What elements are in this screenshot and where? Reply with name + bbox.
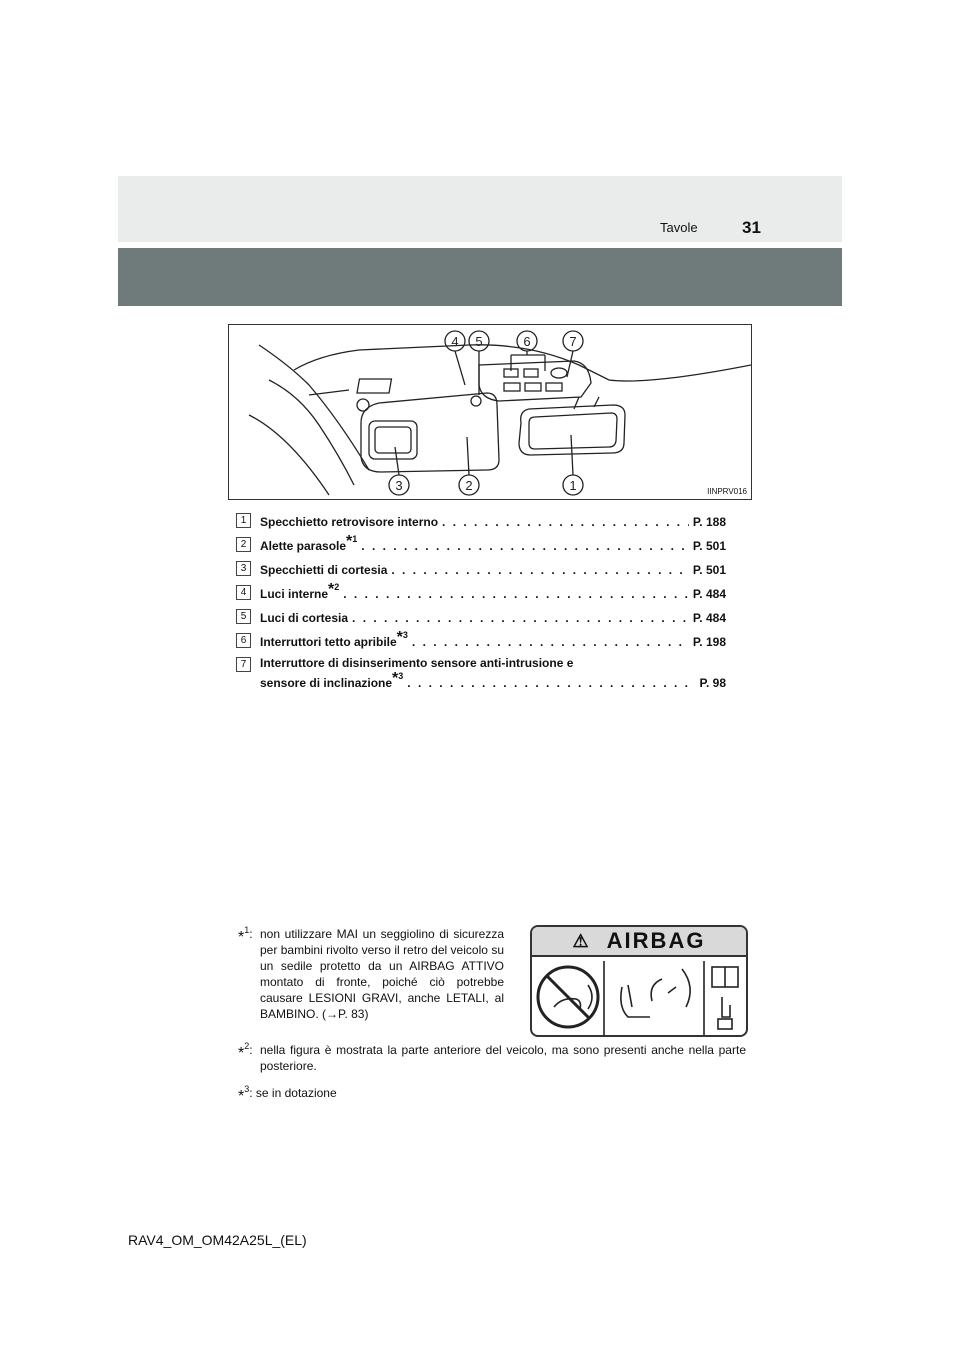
footnote-text: nella figura è mostrata la parte anteriore del veicolo, ma sono presenti anche nella parte posteriore. [260,1043,746,1073]
page-number: 31 [742,218,761,237]
callout-5: 5 [475,334,483,349]
item-label: Interruttori tetto apribile [260,635,397,649]
page-ref: P. 501 [692,563,726,577]
item-label: Luci interne [260,587,329,601]
callout-6: 6 [523,334,531,349]
callout-4: 4 [451,334,459,349]
list-item: 2 Alette parasole *1 . . . P. 501 [236,534,726,558]
page-ref: P. 98 [699,676,726,690]
header-bar [118,176,842,242]
callout-1: 1 [569,478,577,493]
footnote-ref: 1 [352,534,358,544]
figure-code: IINPRV016 [707,487,747,496]
section-title: Tavole [660,220,698,235]
header-band [118,248,842,306]
item-number: 3 [236,561,251,576]
list-item: 7 Interruttore di disinserimento sensore anti-intrusione e sensore di inclinazione *3 . . . P. 98 [236,654,726,702]
list-item: 4 Luci interne *2 . . . P. 484 [236,582,726,606]
footnote-3: *$^3$: se in dotazione [238,1084,337,1105]
item-number: 2 [236,537,251,552]
footnote-mark: 3 [244,1084,250,1094]
item-label: Specchietto retrovisore interno [260,515,439,529]
item-number: 4 [236,585,251,600]
airbag-pictograms [532,957,746,1037]
item-number: 5 [236,609,251,624]
item-label: Interruttore di disinserimento sensore anti-intrusione e [260,656,574,670]
list-item [236,510,726,534]
footnote-text: non utilizzare MAI un seggiolino di sicurezza per bambini rivolto verso il retro del veicolo su un sedile protetto da un AIRBAG ATTIVO montato di fronte, poiché ciò potrebbe causare LESIONI GRAVI, anche LETALI, al BAMBINO. (→P. 83) [260,927,504,1021]
item-label: Alette parasole [260,539,347,553]
footnote-1: *$^1$: non utilizzare MAI un seggiolino di sicurezza per bambini rivolto verso il retro del veicolo su un sedile protetto da un AIRBAG ATTIVO montato di fronte, poiché ciò potrebbe causare LESIONI GRAVI, anche LETALI, al BAMBINO. (→P. 83) [238,925,504,1021]
list-item [236,606,726,630]
airbag-warning-label [530,925,748,1037]
footnote-ref: 2 [334,582,340,592]
footnote-ref: 3 [402,630,408,640]
page-ref: P. 484 [692,587,726,601]
page-ref: P. 501 [692,539,726,553]
item-label: Luci di cortesia [260,611,349,625]
interior-overhead-figure [228,324,752,500]
footnote-mark: 2 [244,1041,250,1051]
page-ref: P. 188 [692,515,726,529]
footnote-2: *$^2$: nella figura è mostrata la parte anteriore del veicolo, ma sono presenti anche nella parte posteriore. [238,1041,746,1073]
page-ref: P. 198 [692,635,726,649]
list-item [236,558,726,582]
item-number: 7 [236,657,251,672]
overhead-illustration [229,325,751,499]
item-number: 1 [236,513,251,528]
footnote-text: se in dotazione [255,1086,337,1100]
item-label: Specchietti di cortesia [260,563,388,577]
item-label-cont: sensore di inclinazione [260,676,393,690]
callout-3: 3 [395,478,403,493]
footnote-mark: 1 [244,925,250,935]
document-code: RAV4_OM_OM42A25L_(EL) [128,1232,307,1248]
item-number: 6 [236,633,251,648]
footnote-ref: 3 [398,671,404,681]
airbag-title: AIRBAG [606,928,706,953]
component-list [236,510,726,702]
callout-2: 2 [465,478,473,493]
list-item: 6 Interruttori tetto apribile *3 . . . P. 198 [236,630,726,654]
warning-icon: ⚠ [572,930,591,951]
callout-7: 7 [569,334,577,349]
page-ref: P. 484 [692,611,726,625]
